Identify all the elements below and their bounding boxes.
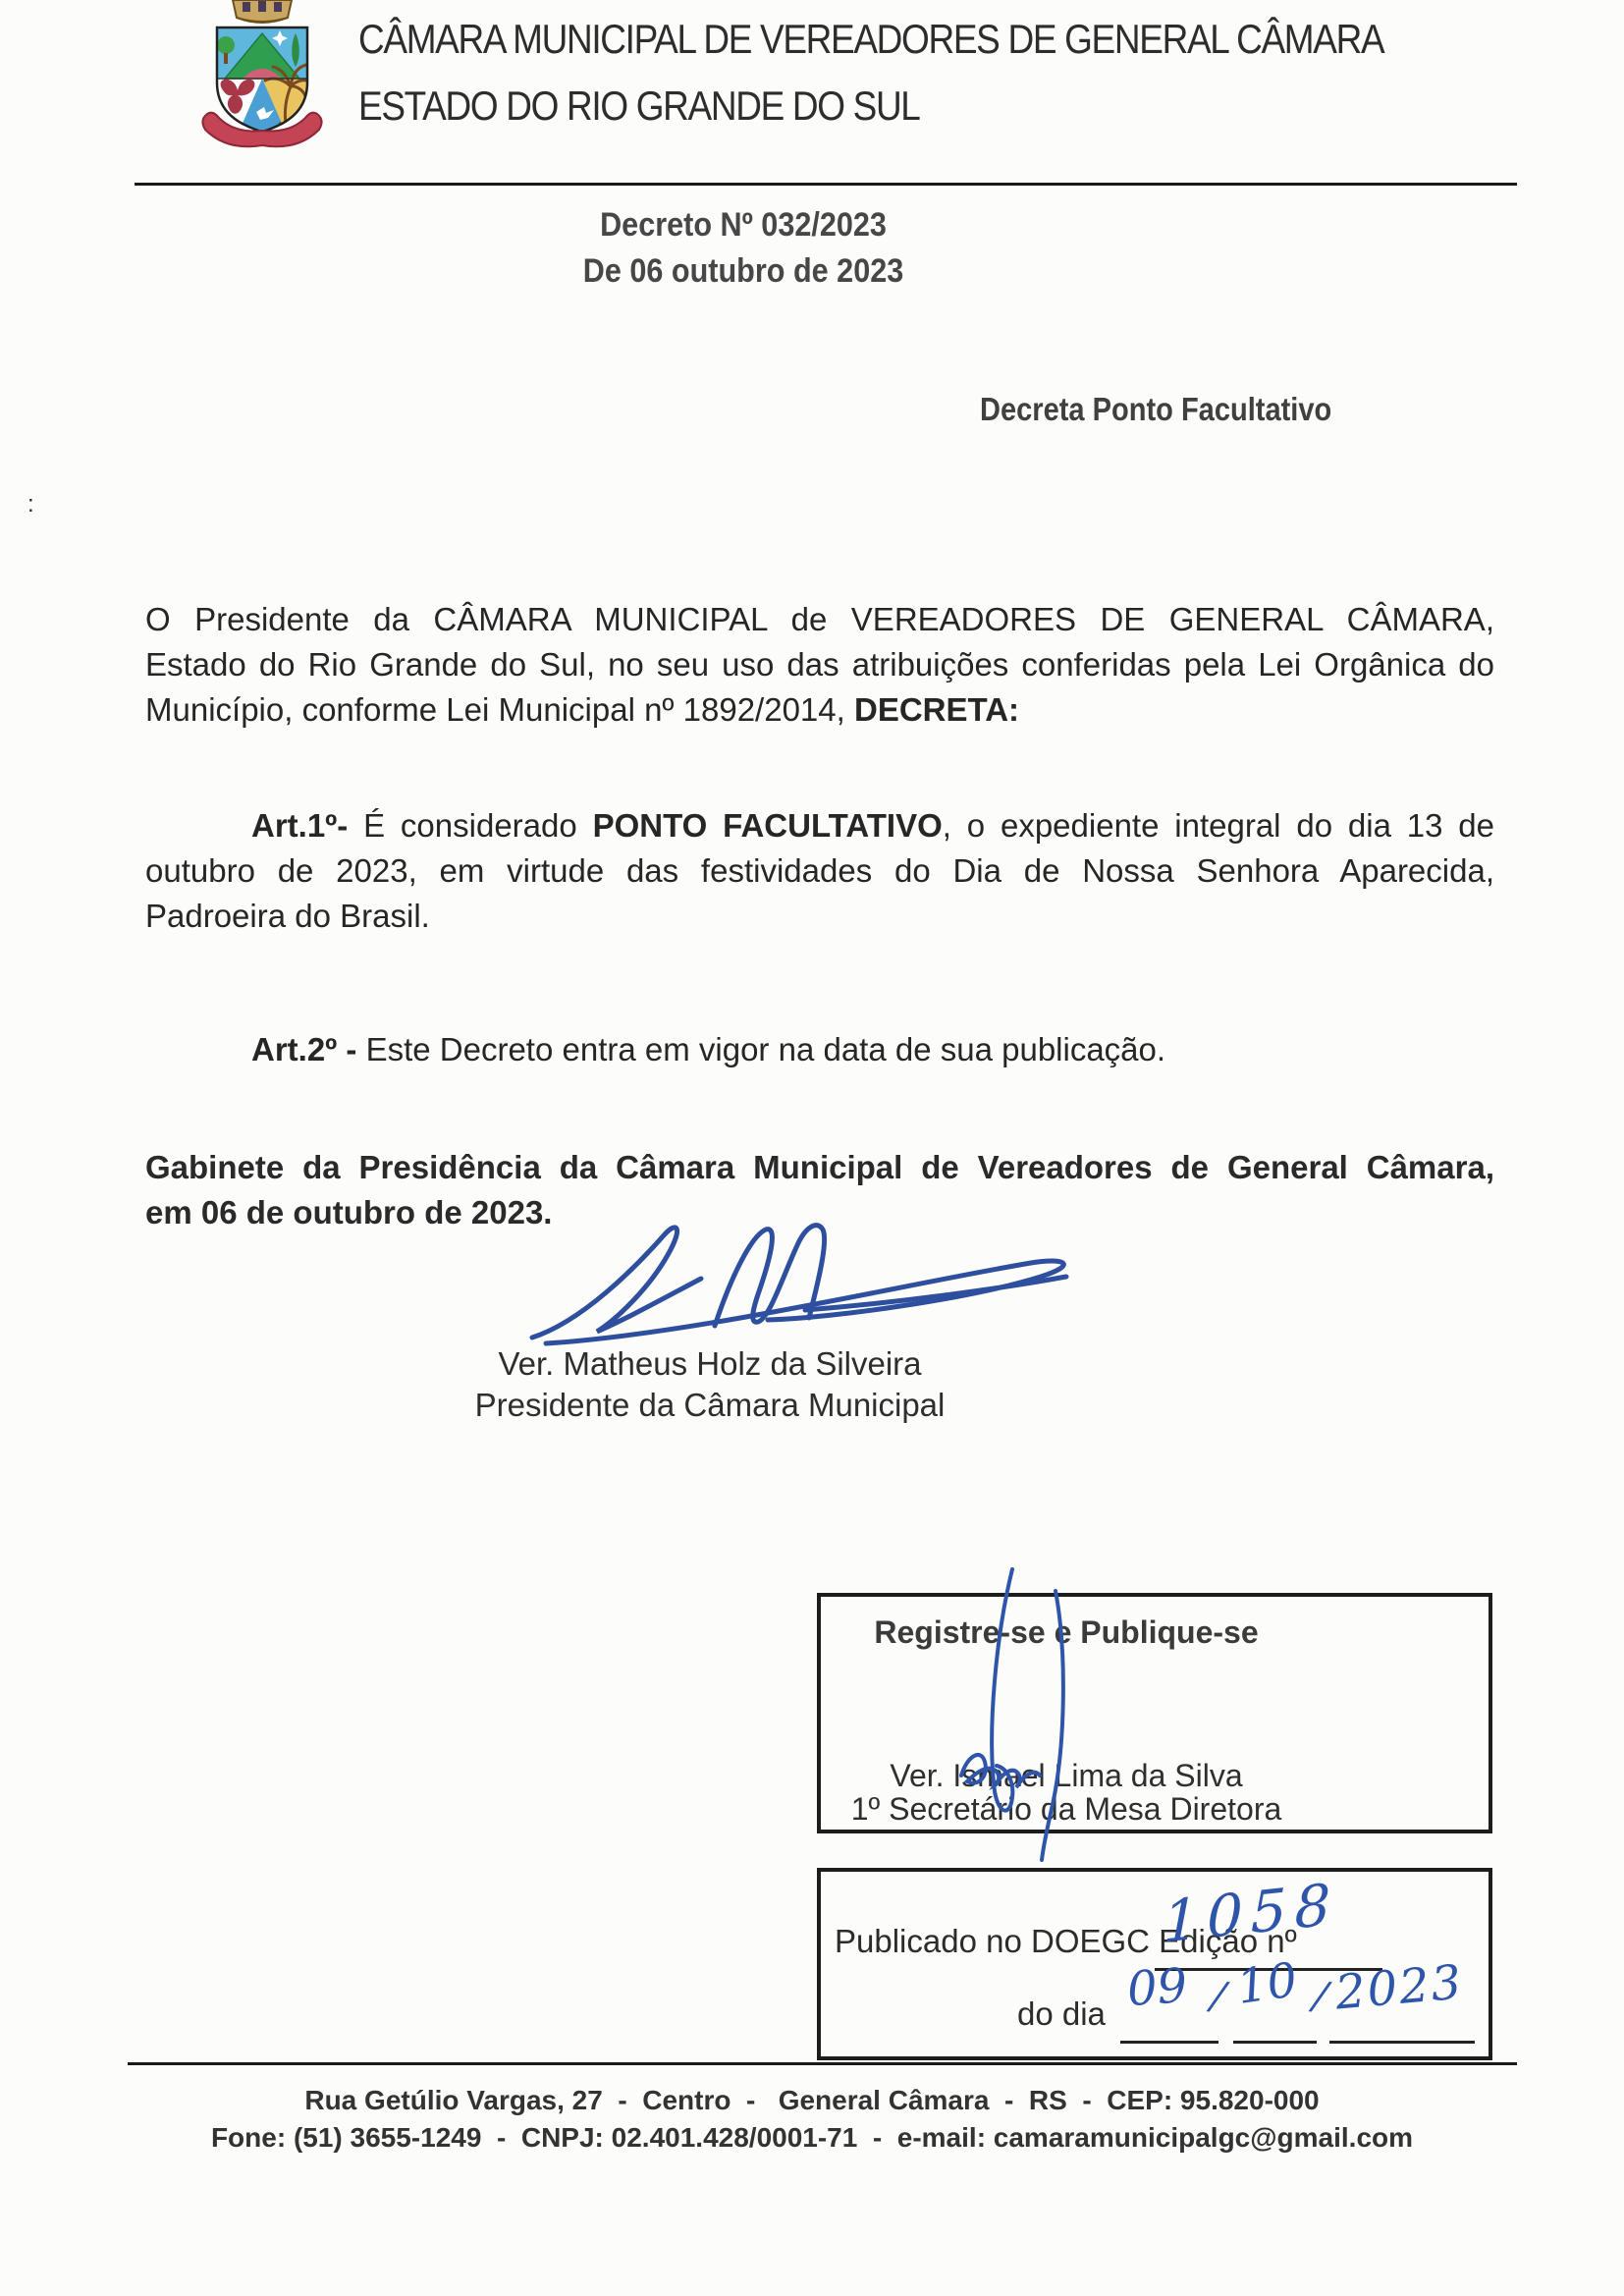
closing-line1: Gabinete da Presidência da Câmara Municipal de Vereadores de General Câmara,: [145, 1149, 1494, 1185]
header-divider: [135, 183, 1517, 186]
handwritten-edition-number: 1058: [1163, 1870, 1339, 1956]
publication-date-label: do dia: [1017, 1995, 1106, 2032]
month-blank-line: [1233, 2041, 1317, 2044]
article-2-paragraph: [145, 1027, 1494, 1072]
ponto-facultativo-keyword: PONTO FACULTATIVO: [592, 807, 943, 844]
year-blank-line: [1329, 2041, 1475, 2044]
article-2-line1: Art.2º - Este Decreto entra em vigor na data de sua publicação.: [251, 1031, 1166, 1067]
decree-subject: Decreta Ponto Facultativo: [980, 391, 1332, 427]
president-signature-block: [317, 1343, 1103, 1426]
footer-address-block: [137, 2082, 1487, 2157]
decree-date: De 06 outubro de 2023: [582, 252, 904, 290]
footer-contact-line: Fone: (51) 3655-1249 - CNPJ: 02.401.428/0001-71 - e-mail: camaramunicipalgc@gmail.com: [210, 2122, 1414, 2153]
org-name-line1: CÂMARA MUNICIPAL DE VEREADORES DE GENERAL CÂMARA: [358, 16, 1384, 62]
secretary-name: Ver. Ismael Lima da Silva: [890, 1758, 1243, 1793]
publication-box: [817, 1868, 1492, 2060]
handwritten-slash: /: [1208, 1973, 1228, 2020]
article-1-line1: Art.1º- É considerado PONTO FACULTATIVO, o expediente integral do dia 13 de: [251, 807, 1495, 844]
preamble-line2: Estado do Rio Grande do Sul, no seu uso das atribuições conferidas pela Lei Orgânica do: [145, 646, 1494, 683]
closing-line2: em 06 de outubro de 2023.: [145, 1194, 553, 1230]
article-1-line3: Padroeira do Brasil.: [145, 898, 430, 934]
footer-address-line: Rua Getúlio Vargas, 27 - Centro - General Câmara - RS - CEP: 95.820-000: [304, 2085, 1320, 2115]
handwritten-month: 10: [1233, 1952, 1301, 2015]
registration-title: Registre-se e Publique-se: [874, 1614, 1259, 1650]
handwritten-day: 09: [1125, 1957, 1189, 2018]
decree-number: Decreto Nº 032/2023: [600, 206, 887, 244]
municipal-coat-of-arms-icon: [193, 0, 331, 155]
publication-edition-label: Publicado no DOEGC Edição nº: [835, 1923, 1297, 1959]
handwritten-year: 2023: [1332, 1954, 1466, 2021]
preamble-line1: O Presidente da CÂMARA MUNICIPAL de VEREADORES DE GENERAL CÂMARA,: [145, 601, 1494, 637]
secretary-role: 1º Secretário da Mesa Diretora: [850, 1791, 1282, 1827]
secretary-signature-ink: [928, 1563, 1105, 1868]
day-blank-line: [1120, 2041, 1218, 2044]
article-1-line2: outubro de 2023, em virtude das festividades do Dia de Nossa Senhora Aparecida,: [145, 852, 1494, 889]
decree-heading: [370, 202, 1116, 295]
scan-artifact-mark: :: [27, 491, 34, 518]
org-state-line: ESTADO DO RIO GRANDE DO SUL: [358, 82, 920, 129]
preamble-paragraph: [145, 597, 1494, 733]
president-name: Ver. Matheus Holz da Silveira: [498, 1345, 922, 1382]
registration-box: [817, 1593, 1492, 1833]
handwritten-slash: /: [1310, 1973, 1330, 2020]
article-1-paragraph: [145, 803, 1494, 939]
preamble-line3: Município, conforme Lei Municipal nº 1892/2014, DECRETA:: [145, 691, 1020, 728]
footer-divider: [128, 2062, 1517, 2065]
president-signature-ink: [511, 1216, 1100, 1353]
decreta-keyword: DECRETA:: [853, 691, 1020, 728]
president-role: Presidente da Câmara Municipal: [474, 1387, 946, 1423]
